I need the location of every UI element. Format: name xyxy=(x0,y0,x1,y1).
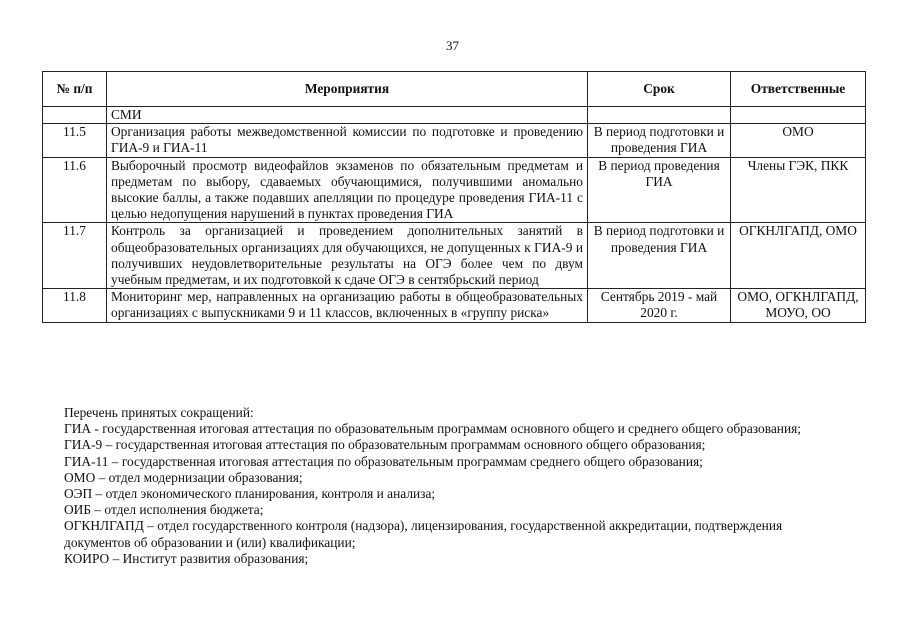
row-activity: Мониторинг мер, направленных на организацию работы в общеобразовательных организациях с выпускниками 9 и 11 классов, включенных в «группу риска» xyxy=(107,289,588,322)
row-term xyxy=(588,107,731,124)
header-activity: Мероприятия xyxy=(107,72,588,107)
table-row xyxy=(43,124,866,157)
abbreviation-item: ОГКНЛГАПД – отдел государственного контроля (надзора), лицензирования, государственной аккредитации, подтверждения документов об образовании и (или) квалификации; xyxy=(64,518,783,550)
table-row xyxy=(43,289,866,322)
row-responsible: ОГКНЛГАПД, ОМО xyxy=(731,223,866,289)
row-term: Сентябрь 2019 - май 2020 г. xyxy=(588,289,731,322)
abbreviation-item: ОИБ – отдел исполнения бюджета; xyxy=(64,502,264,518)
row-num: 11.8 xyxy=(43,289,107,322)
row-responsible xyxy=(731,107,866,124)
row-num: 11.6 xyxy=(43,157,107,223)
row-activity: СМИ xyxy=(107,107,588,124)
row-responsible: ОМО, ОГКНЛГАПД, МОУО, ОО xyxy=(731,289,866,322)
abbreviations-list xyxy=(64,405,824,567)
row-num: 11.5 xyxy=(43,124,107,157)
page-number: 37 xyxy=(446,38,459,53)
row-activity: Выборочный просмотр видеофайлов экзаменов по обязательным предметам и предметам по выбору, сдаваемых обучающимися, получившими аномально высокие баллы, а также подавших апелляции по процедуре проведения ГИА-11 с целью недопущения нарушений в пунктах проведения ГИА xyxy=(107,157,588,223)
activities-table xyxy=(42,71,866,323)
table-row xyxy=(43,157,866,223)
header-term: Срок xyxy=(588,72,731,107)
abbreviation-item: ОЭП – отдел экономического планирования, контроля и анализа; xyxy=(64,486,436,502)
table-header-row xyxy=(43,72,866,107)
table-row xyxy=(43,107,866,124)
row-num: 11.7 xyxy=(43,223,107,289)
row-num xyxy=(43,107,107,124)
abbreviation-item: ГИА-11 – государственная итоговая аттестация по образовательным программам среднего общего образования; xyxy=(64,453,703,469)
abbreviation-item: КОИРО – Институт развития образования; xyxy=(64,550,309,566)
row-activity: Организация работы межведомственной комиссии по подготовке и проведению ГИА-9 и ГИА-11 xyxy=(107,124,588,157)
row-responsible: Члены ГЭК, ПКК xyxy=(731,157,866,223)
abbreviation-item: ГИА-9 – государственная итоговая аттестация по образовательным программам основного общего образования; xyxy=(64,437,706,453)
row-term: В период подготовки и проведения ГИА xyxy=(588,223,731,289)
row-term: В период подготовки и проведения ГИА xyxy=(588,124,731,157)
abbreviations-heading: Перечень принятых сокращений: xyxy=(64,405,254,420)
header-responsible: Ответственные xyxy=(731,72,866,107)
row-responsible: ОМО xyxy=(731,124,866,157)
header-num: № п/п xyxy=(43,72,107,107)
row-activity: Контроль за организацией и проведением дополнительных занятий в общеобразовательных организациях для обучающихся, не допущенных к ГИА-9 и получивших неудовлетворительные результаты на ОГЭ более чем по двум учебным предметам, и их подготовкой к сдаче ОГЭ в сентябрьский период xyxy=(107,223,588,289)
row-term: В период проведения ГИА xyxy=(588,157,731,223)
abbreviation-item: ОМО – отдел модернизации образования; xyxy=(64,469,303,485)
abbreviation-item: ГИА - государственная итоговая аттестация по образовательным программам основного общего и среднего общего образования; xyxy=(64,421,801,437)
table-row xyxy=(43,223,866,289)
